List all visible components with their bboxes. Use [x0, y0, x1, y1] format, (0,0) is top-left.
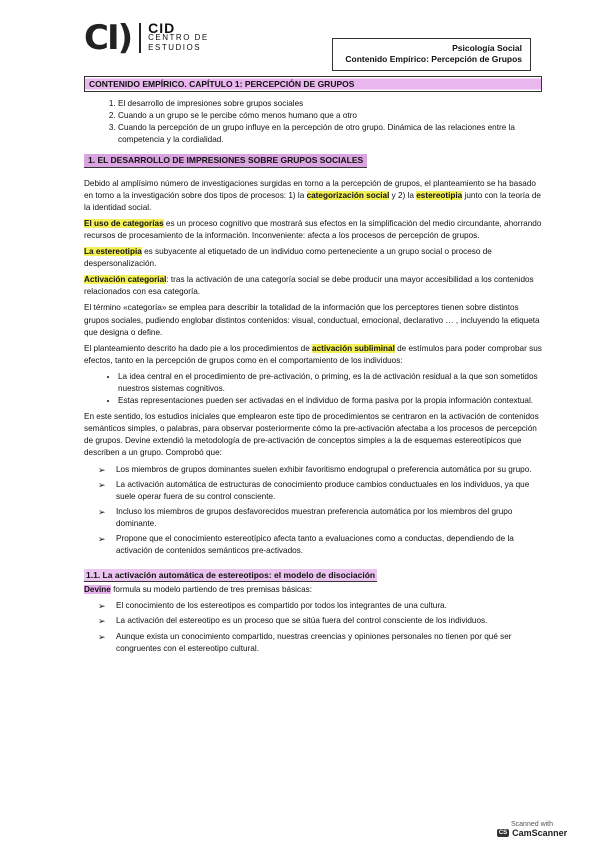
cid-logo [84, 18, 209, 58]
term-la-estereotipia: La estereotipia [84, 247, 142, 257]
paragraph-6 [84, 343, 542, 367]
header-topic: Contenido Empírico: Percepción de Grupos [345, 54, 522, 64]
arrow-bullet-icon: ➢ [98, 506, 106, 517]
text-run: y 2) la [389, 190, 417, 200]
header-box [332, 38, 531, 71]
term-activacion-categorial: Activación categorial [84, 275, 167, 285]
intro-item: 3. Cuando la percepción de un grupo influye en la percepción de otro grupo. Dinámica de las relaciones entre la competencia y la cordialidad. [118, 122, 542, 146]
text-run: formula su modelo partiendo de tres premisas básicas: [110, 585, 313, 595]
header-subject: Psicología Social [452, 43, 522, 53]
arrow-list-2 [84, 600, 542, 654]
arrow-item [98, 506, 542, 530]
text-run: es un proceso cognitivo que mostrará sus efectos en la simplificación del medio circundante, ahorrando recursos de procesamiento de la información. Inconveniente: afecta a los procesos de percepción de grupos. [84, 218, 542, 240]
paragraph-1 [84, 178, 542, 214]
chapter-title: CONTENIDO EMPÍRICO. CAPÍTULO 1: PERCEPCIÓN DE GRUPOS [84, 76, 542, 92]
arrow-item-text: Propone que el conocimiento estereotípico afecta tanto a evaluaciones como a conductas, dependiendo de la activación de contenidos semánticos pre-activados. [116, 534, 514, 556]
text-run: Debido al amplísimo número de investigaciones surgidas en torno a la percepción de grupos, el planteamiento se ha basado en torno a la investigación sobre dos tipos de procesos: 1) la [84, 178, 536, 200]
arrow-item [98, 631, 542, 655]
arrow-bullet-icon: ➢ [98, 616, 106, 627]
text-run: es subyacente al etiquetado de un individuo como perteneciente a un grupo social o proceso de despersonalización. [84, 247, 492, 269]
logo-text [139, 20, 209, 53]
text-run: de estímulos para poder comprobar sus efectos, tanto en la percepción de grupos como en el comportamiento de los individuos: [84, 343, 542, 365]
term-estereotipia: estereotipia [416, 190, 463, 200]
arrow-bullet-icon: ➢ [98, 464, 106, 475]
logo-name: CID [148, 20, 176, 36]
term-uso-categorias: El uso de categorías [84, 218, 164, 228]
bullet-item: • La idea central en el procedimiento de pre-activación, o priming, es la de activación residual a la que son sometidos nuestros sistemas cognitivos. [118, 371, 542, 395]
arrow-bullet-icon: ➢ [98, 631, 106, 642]
term-activacion-subliminal: activación subliminal [312, 343, 395, 353]
logo-mark: CI) [84, 18, 132, 58]
paragraph-2 [84, 218, 542, 242]
arrow-item [98, 464, 542, 476]
arrow-item [98, 600, 542, 612]
camscanner-brand [489, 828, 575, 838]
arrow-item [98, 533, 542, 557]
arrow-list-1 [84, 464, 542, 558]
main-content [84, 76, 542, 659]
section-1-title: 1. EL DESARROLLO DE IMPRESIONES SOBRE GRUPOS SOCIALES [84, 154, 367, 167]
camscanner-label: CamScanner [512, 828, 568, 838]
arrow-bullet-icon: ➢ [98, 534, 106, 544]
term-categorizacion: categorización social [306, 190, 390, 200]
logo-sub2: ESTUDIOS [148, 43, 202, 52]
bullet-item: • Estas representaciones pueden ser activadas en el individuo de forma pasiva por la propia información contextual. [118, 395, 542, 407]
arrow-item-text: Los miembros de grupos dominantes suelen exhibir favoritismo endogrupal o preferencia automática por su grupo. [116, 464, 532, 474]
text-run: : tras la activación de una categoría social se debe producir una mayor accesibilidad a los contenidos relacionados con esa categoría. [84, 275, 534, 297]
intro-list [84, 98, 542, 146]
arrow-bullet-icon: ➢ [98, 479, 106, 490]
text-run: El planteamiento descrito ha dado pie a los procedimientos de [84, 343, 313, 353]
arrow-item-text: El conocimiento de los estereotipos es compartido por todos los integrantes de una cultura. [116, 601, 447, 611]
bullet-list [84, 371, 542, 407]
camscanner-badge [489, 821, 575, 838]
arrow-item-text: Incluso los miembros de grupos desfavorecidos muestran preferencia automática por los miembros del grupo dominante. [116, 506, 513, 528]
camscanner-icon: CS [498, 830, 508, 836]
intro-item: 1. El desarrollo de impresiones sobre grupos sociales [118, 98, 542, 110]
paragraph-7: En este sentido, los estudios iniciales que emplearon este tipo de procedimientos se centraron en la activación de contenidos semánticos simples, o palabras, para observar posteriormente cómo la pre-activación afectaba a los procesos de percepción de grupos. Devine extendió la metodología de pre-activación de conceptos simples a la de esquemas estereotípicos que describen a un grupo. Comprobó que: [84, 412, 539, 458]
arrow-item-text: La activación del estereotipo es un proceso que se sitúa fuera del control consciente de los individuos. [116, 616, 488, 626]
scanned-with-label: Scanned with [510, 821, 554, 828]
arrow-item-text: Aunque exista un conocimiento compartido, nuestras creencias y opiniones personales no tienen por qué ser congruentes con el estereotipo cultural. [116, 631, 512, 653]
paragraph-5: El término «categoría» se emplea para describir la totalidad de la información que los perceptores tienen sobre distintos grupos sociales, pudiendo englobar distintos contenidos: visual, conductual, emocional, declarativo … , incluyendo la etiqueta que designa o define. [84, 303, 540, 337]
term-devine: Devine [84, 585, 111, 595]
paragraph-3 [84, 246, 542, 270]
arrow-bullet-icon: ➢ [98, 601, 106, 612]
arrow-item [98, 479, 542, 503]
text-run: junto con la teoría de la identidad social. [84, 190, 541, 212]
paragraph-8 [84, 584, 542, 596]
arrow-item-text: La activación automática de estructuras de conocimiento produce cambios conductuales en los individuos, ya que suele operar fuera de su control consciente. [116, 479, 530, 501]
paragraph-4 [84, 274, 542, 298]
intro-item: 2. Cuando a un grupo se le percibe cómo menos humano que a otro [118, 110, 542, 122]
section-1-1-title: 1.1. La activación automática de estereotipos: el modelo de disociación [84, 569, 377, 582]
arrow-item [98, 615, 542, 627]
logo-sub1: CENTRO DE [148, 33, 209, 42]
